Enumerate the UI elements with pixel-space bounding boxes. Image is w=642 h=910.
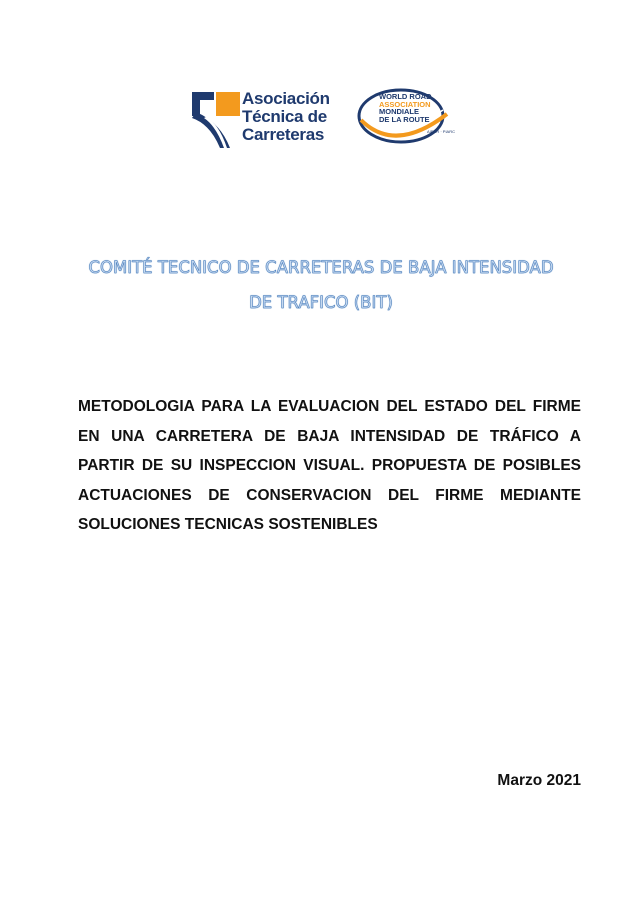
title-line-5: SOLUCIONES TECNICAS SOSTENIBLES — [78, 516, 378, 534]
atc-logo-line1: Asociación — [242, 89, 330, 108]
title-line-1: METODOLOGIA PARA LA EVALUACION DEL ESTADO DEL FIRME — [78, 398, 581, 415]
atc-logo-line2: Técnica de — [242, 107, 327, 126]
document-title — [78, 392, 581, 540]
committee-title-line2: DE TRAFICO (BIT) — [249, 293, 393, 312]
piarc-line4: DE LA ROUTE — [379, 114, 430, 124]
atc-logo-text — [242, 90, 330, 144]
piarc-line3: MONDIALE — [379, 107, 419, 117]
title-line-3: PARTIR DE SU INSPECCION VISUAL. PROPUESTA DE POSIBLES — [78, 457, 581, 475]
atc-logo-mark-icon — [190, 88, 242, 152]
atc-logo-line3: Carreteras — [242, 125, 325, 144]
title-line-4: ACTUACIONES DE CONSERVACION DEL FIRME MEDIANTE — [78, 486, 581, 504]
piarc-logo — [355, 84, 465, 156]
title-line-2: EN UNA CARRETERA DE BAJA INTENSIDAD DE TRÁFICO A — [78, 427, 581, 445]
committee-title-line1: COMITÉ TECNICO DE CARRETERAS DE BAJA INTENSIDAD — [88, 258, 554, 277]
piarc-small-text: AIPCR · PIARC — [427, 129, 456, 134]
piarc-logo-text — [379, 93, 432, 123]
piarc-line2: ASSOCIATION — [379, 99, 431, 109]
document-date: Marzo 2021 — [497, 772, 581, 789]
piarc-line1: WORLD ROAD — [379, 92, 432, 101]
atc-logo — [190, 88, 350, 152]
